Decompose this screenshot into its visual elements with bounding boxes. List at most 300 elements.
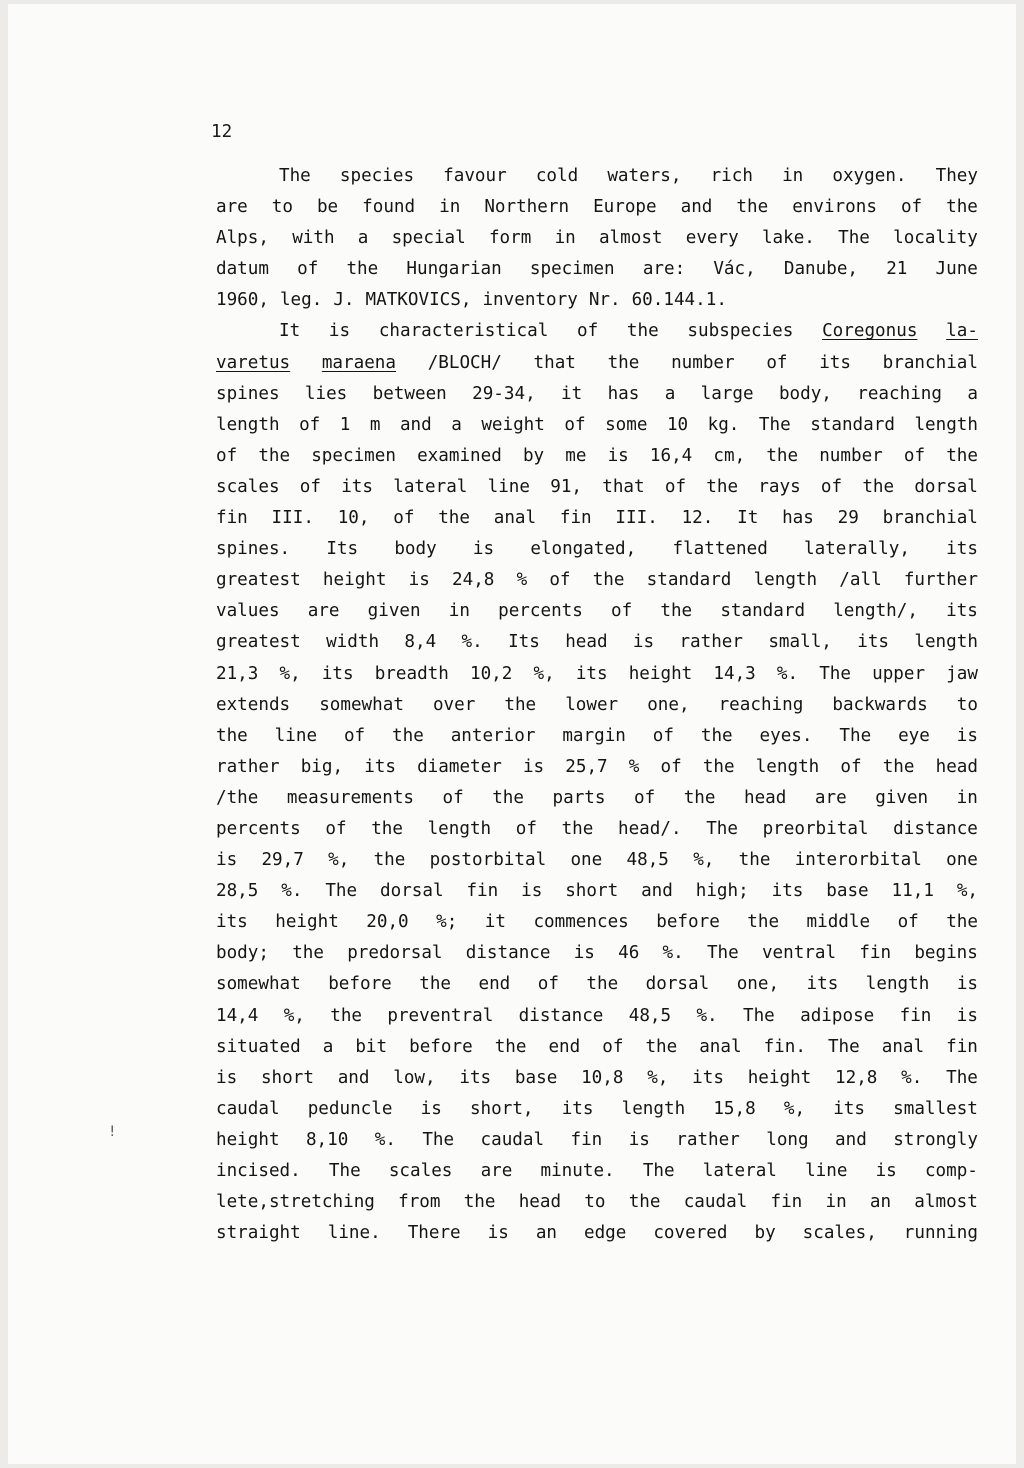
word: dorsal — [380, 881, 444, 902]
word: the — [586, 974, 619, 995]
word: %. — [461, 632, 483, 653]
text-line — [216, 1063, 978, 1094]
word: greatest — [216, 632, 301, 653]
word: percents — [216, 818, 301, 839]
word: height — [275, 912, 339, 933]
text-line — [216, 596, 978, 627]
word: fin — [946, 1036, 978, 1057]
word: percents — [498, 601, 583, 622]
word: head — [565, 632, 608, 653]
word: number — [819, 445, 883, 466]
word: to — [584, 1192, 606, 1213]
word: m — [369, 414, 381, 435]
word: length — [914, 632, 978, 653]
word: 20,0 — [366, 912, 409, 933]
word: its — [833, 1098, 865, 1119]
word: The — [819, 663, 851, 684]
text-line — [216, 565, 978, 596]
word: short — [260, 1067, 314, 1088]
word: high; — [695, 881, 749, 902]
word: the — [492, 787, 524, 808]
word: are — [480, 1161, 513, 1181]
text-line — [216, 814, 978, 845]
word: every — [685, 228, 739, 249]
word: running — [903, 1223, 978, 1244]
word: and — [337, 1067, 370, 1088]
word: la- — [946, 321, 978, 342]
word: of — [299, 476, 321, 497]
word: fin — [859, 943, 892, 964]
word: measurements — [286, 787, 414, 808]
word: environs — [792, 197, 877, 218]
word: body — [394, 539, 437, 560]
word: commences — [533, 912, 629, 933]
text-line — [216, 316, 978, 347]
word: greatest — [216, 570, 301, 591]
word: 12,8 — [835, 1067, 878, 1088]
word: %. — [662, 943, 684, 964]
word: is — [956, 974, 978, 995]
word: III. — [615, 508, 658, 529]
word: of — [897, 912, 919, 933]
word: length — [865, 974, 930, 995]
word: 29,7 — [261, 850, 304, 871]
word: 10, — [337, 508, 370, 529]
word: head/. — [618, 818, 682, 839]
word: favour — [443, 166, 507, 186]
word: of — [216, 445, 238, 466]
word: fin — [899, 1005, 932, 1026]
word: in — [782, 166, 804, 186]
word: of — [549, 570, 571, 591]
word: is — [487, 1223, 509, 1244]
word: rays — [758, 476, 801, 497]
word: %; — [436, 912, 458, 933]
word: line — [805, 1161, 848, 1181]
text-line — [216, 845, 978, 876]
word: Alps, — [216, 228, 269, 249]
word: reaching — [718, 694, 804, 715]
word: caudal — [216, 1098, 280, 1119]
word: rich — [710, 166, 753, 186]
word: is — [408, 570, 430, 591]
text-line — [216, 1032, 978, 1063]
word: in — [439, 197, 461, 218]
word: of — [299, 414, 321, 435]
word: scales — [216, 476, 280, 497]
text-line — [216, 1218, 978, 1249]
word: examined — [417, 445, 502, 466]
text-line — [216, 441, 978, 472]
word: of — [442, 787, 464, 808]
word: extends — [216, 694, 291, 715]
word: varetus — [216, 352, 291, 373]
word: the — [607, 352, 640, 373]
word: the — [504, 694, 537, 715]
word: Northern — [484, 197, 570, 218]
word: line — [274, 725, 318, 746]
word: base — [514, 1067, 558, 1088]
word: leg. — [279, 290, 323, 311]
word: one, — [647, 694, 690, 715]
word: fin — [570, 1129, 603, 1150]
word: % — [628, 756, 640, 777]
word: of — [840, 756, 862, 777]
word: large — [700, 383, 754, 404]
word: is — [956, 1005, 978, 1026]
word: Coregonus — [822, 321, 918, 342]
word: line — [487, 476, 530, 497]
word: datum — [216, 259, 269, 280]
word: some — [605, 414, 648, 435]
word: its — [561, 1098, 594, 1119]
word: Its — [508, 632, 540, 653]
word: The — [325, 881, 358, 902]
text-line — [216, 472, 978, 503]
text-line — [216, 721, 978, 752]
word: laterally, — [804, 539, 910, 560]
word: of — [577, 321, 599, 342]
word: length — [914, 414, 978, 435]
word: edge — [583, 1223, 627, 1244]
word: big, — [300, 756, 344, 777]
word: given — [875, 787, 929, 808]
word: one — [570, 850, 603, 871]
text-line — [216, 659, 978, 690]
word: form — [488, 228, 532, 249]
word: They — [935, 166, 978, 186]
word: its — [819, 352, 851, 373]
word: base — [826, 881, 869, 902]
word: has — [782, 508, 814, 529]
word: Its — [326, 539, 359, 560]
word: 91, — [550, 476, 583, 497]
word: The — [838, 228, 870, 249]
word: lake. — [761, 228, 815, 249]
word: an — [869, 1192, 892, 1213]
word: The — [706, 818, 738, 839]
word: are: — [642, 259, 686, 280]
word: waters, — [607, 166, 682, 186]
word: of — [900, 197, 923, 218]
word: it — [484, 912, 506, 933]
word: MATKOVICS, — [365, 290, 472, 311]
word: 29 — [837, 508, 859, 529]
word: is — [522, 756, 545, 777]
word: the — [292, 943, 324, 964]
word: line. — [327, 1223, 381, 1244]
word: the — [626, 321, 659, 342]
word: it — [561, 383, 583, 404]
word: height — [216, 1129, 280, 1150]
word: 14,3 — [713, 663, 756, 684]
word: given — [367, 601, 421, 622]
word: with — [292, 228, 335, 249]
word: 15,8 — [713, 1098, 756, 1119]
word: of — [564, 414, 586, 435]
word: its — [575, 663, 608, 684]
word: length/, — [833, 601, 918, 622]
word: to — [956, 694, 978, 715]
word: /the — [216, 787, 259, 808]
word: and — [835, 1129, 867, 1150]
text-line — [216, 938, 978, 969]
word: cm, — [713, 445, 746, 466]
body-text — [216, 161, 978, 1249]
word: 48,5 — [628, 1005, 672, 1026]
word: elongated, — [530, 539, 637, 560]
word: the — [645, 1036, 678, 1057]
word: the — [463, 1192, 496, 1213]
text-line — [216, 161, 978, 192]
word: is — [573, 943, 595, 964]
text-line — [216, 783, 978, 814]
word: %, — [647, 1067, 669, 1088]
text-line — [216, 969, 978, 1000]
word: subspecies — [687, 321, 794, 342]
word: is — [632, 632, 655, 653]
word: and — [680, 197, 713, 218]
word: %. — [374, 1129, 396, 1150]
word: are — [216, 197, 248, 218]
word: height — [322, 570, 387, 591]
word: Vác, — [713, 259, 756, 280]
word: height — [628, 663, 693, 684]
word: interorbital — [794, 850, 922, 871]
word: one — [946, 850, 978, 871]
word: %, — [279, 663, 301, 684]
word: 60.144.1. — [631, 290, 727, 311]
word: 48,5 — [626, 850, 669, 871]
word: the — [702, 756, 735, 777]
word: fin — [466, 881, 499, 902]
word: in — [448, 601, 470, 622]
word: begins — [914, 943, 978, 964]
text-line — [216, 192, 978, 223]
word: the — [738, 850, 771, 871]
word: 8,4 — [404, 632, 437, 653]
page-number: 12 — [211, 122, 233, 142]
word: The — [946, 1067, 978, 1088]
word: are — [814, 787, 847, 808]
word: length — [753, 570, 818, 591]
word: of — [343, 725, 366, 746]
word: predorsal — [347, 943, 443, 964]
text-line — [216, 1156, 978, 1187]
word: a — [664, 383, 676, 404]
word: short, — [469, 1098, 534, 1119]
word: spines — [216, 383, 280, 404]
text-line — [216, 690, 978, 721]
word: the — [700, 725, 733, 746]
word: lete,stretching — [216, 1192, 375, 1213]
word: the — [592, 570, 625, 591]
word: values — [216, 601, 280, 622]
word: somewhat — [319, 694, 404, 715]
word: eyes. — [759, 725, 813, 746]
word: its — [771, 881, 804, 902]
word: is — [521, 881, 543, 902]
word: J. — [333, 290, 355, 311]
word: between — [372, 383, 447, 404]
word: upper — [872, 663, 926, 684]
word: its — [341, 476, 373, 497]
word: lateral — [702, 1161, 777, 1181]
word: Europe — [593, 197, 657, 218]
word: is — [216, 1067, 238, 1088]
text-line — [216, 627, 978, 658]
word: anterior — [450, 725, 536, 746]
word: of — [325, 818, 347, 839]
text-line — [216, 1125, 978, 1156]
word: head — [744, 787, 787, 808]
word: is — [956, 725, 978, 746]
word: caudal — [683, 1192, 748, 1213]
word: 8,10 — [305, 1129, 349, 1150]
word: body; — [216, 943, 269, 964]
word: the — [258, 445, 291, 466]
word: its — [946, 601, 978, 622]
word: %. — [901, 1067, 923, 1088]
word: anal — [881, 1036, 925, 1057]
word: preventral — [387, 1005, 494, 1026]
word: is — [328, 321, 351, 342]
word: %, — [533, 663, 555, 684]
word: 10 — [666, 414, 689, 435]
text-line — [216, 285, 978, 316]
word: scales, — [802, 1223, 877, 1244]
word: characteristical — [378, 321, 549, 342]
word: spines. — [216, 539, 291, 560]
word: the — [862, 476, 895, 497]
word: small, — [768, 632, 832, 653]
word: middle — [806, 912, 871, 933]
text-line — [216, 876, 978, 907]
word: 10,8 — [581, 1067, 624, 1088]
word: has — [607, 383, 640, 404]
word: of — [903, 445, 926, 466]
word: is — [472, 539, 495, 560]
word: breadth — [374, 663, 449, 684]
word: of — [297, 259, 319, 280]
word: There — [407, 1223, 461, 1244]
word: the — [706, 476, 739, 497]
word: %. — [776, 663, 799, 684]
word: specimen — [311, 445, 396, 466]
word: of — [820, 476, 843, 497]
word: dorsal — [914, 476, 978, 497]
word: %, — [283, 1005, 305, 1026]
word: margin — [562, 725, 626, 746]
word: before — [328, 974, 392, 995]
text-line — [216, 1094, 978, 1125]
word: the — [946, 197, 978, 218]
word: rather — [679, 632, 743, 653]
word: It — [279, 321, 301, 342]
word: The — [758, 414, 791, 435]
word: lies — [304, 383, 348, 404]
word: of — [515, 818, 537, 839]
word: before — [409, 1036, 473, 1057]
word: and — [399, 414, 432, 435]
word: found — [362, 197, 416, 218]
word: in — [956, 787, 978, 808]
text-line — [216, 752, 978, 783]
word: backwards — [832, 694, 928, 715]
word: fin — [216, 508, 248, 529]
word: 14,4 — [216, 1005, 259, 1026]
word: the — [392, 725, 424, 746]
word: peduncle — [307, 1098, 393, 1119]
word: Hungarian — [406, 259, 502, 280]
word: of — [766, 352, 788, 373]
word: distance — [465, 943, 551, 964]
word: its — [857, 632, 890, 653]
word: one, — [736, 974, 780, 995]
word: its — [364, 756, 396, 777]
word: end — [548, 1036, 581, 1057]
word: the — [494, 1036, 527, 1057]
word: standard — [646, 570, 732, 591]
word: body, — [778, 383, 832, 404]
word: The — [328, 1161, 361, 1181]
word: its — [321, 663, 354, 684]
word: its — [946, 539, 978, 560]
document-page — [8, 4, 1016, 1464]
text-line — [216, 410, 978, 441]
word: that — [533, 352, 576, 373]
word: locality — [893, 228, 978, 249]
word: %. — [696, 1005, 718, 1026]
word: strongly — [893, 1129, 978, 1150]
word: the — [346, 259, 379, 280]
word: fin. — [763, 1036, 806, 1057]
word: 25,7 — [565, 756, 608, 777]
word: bit — [355, 1036, 388, 1057]
word: /BLOCH/ — [427, 352, 502, 373]
word: rather — [676, 1129, 740, 1150]
word: by — [754, 1223, 776, 1244]
word: 1 — [339, 414, 351, 435]
word: the — [373, 850, 406, 871]
word: length — [427, 818, 492, 839]
word: is — [607, 445, 629, 466]
text-line — [216, 1001, 978, 1032]
text-line — [216, 348, 978, 379]
word: Nr. — [588, 290, 621, 311]
word: number — [671, 352, 735, 373]
word: the — [882, 756, 915, 777]
word: straight — [216, 1223, 301, 1244]
word: 46 — [618, 943, 640, 964]
word: end — [478, 974, 511, 995]
word: of — [664, 476, 687, 497]
word: somewhat — [216, 974, 301, 995]
word: that — [602, 476, 645, 497]
word: minute. — [540, 1161, 615, 1181]
word: from — [398, 1192, 441, 1213]
word: is — [420, 1098, 442, 1119]
word: over — [432, 694, 476, 715]
word: the — [946, 445, 978, 466]
word: species — [339, 166, 415, 186]
word: are — [307, 601, 340, 622]
word: 24,8 — [452, 570, 495, 591]
word: postorbital — [429, 850, 547, 871]
word: adipose — [800, 1005, 875, 1026]
word: III. — [271, 508, 314, 529]
word: % — [516, 570, 528, 591]
